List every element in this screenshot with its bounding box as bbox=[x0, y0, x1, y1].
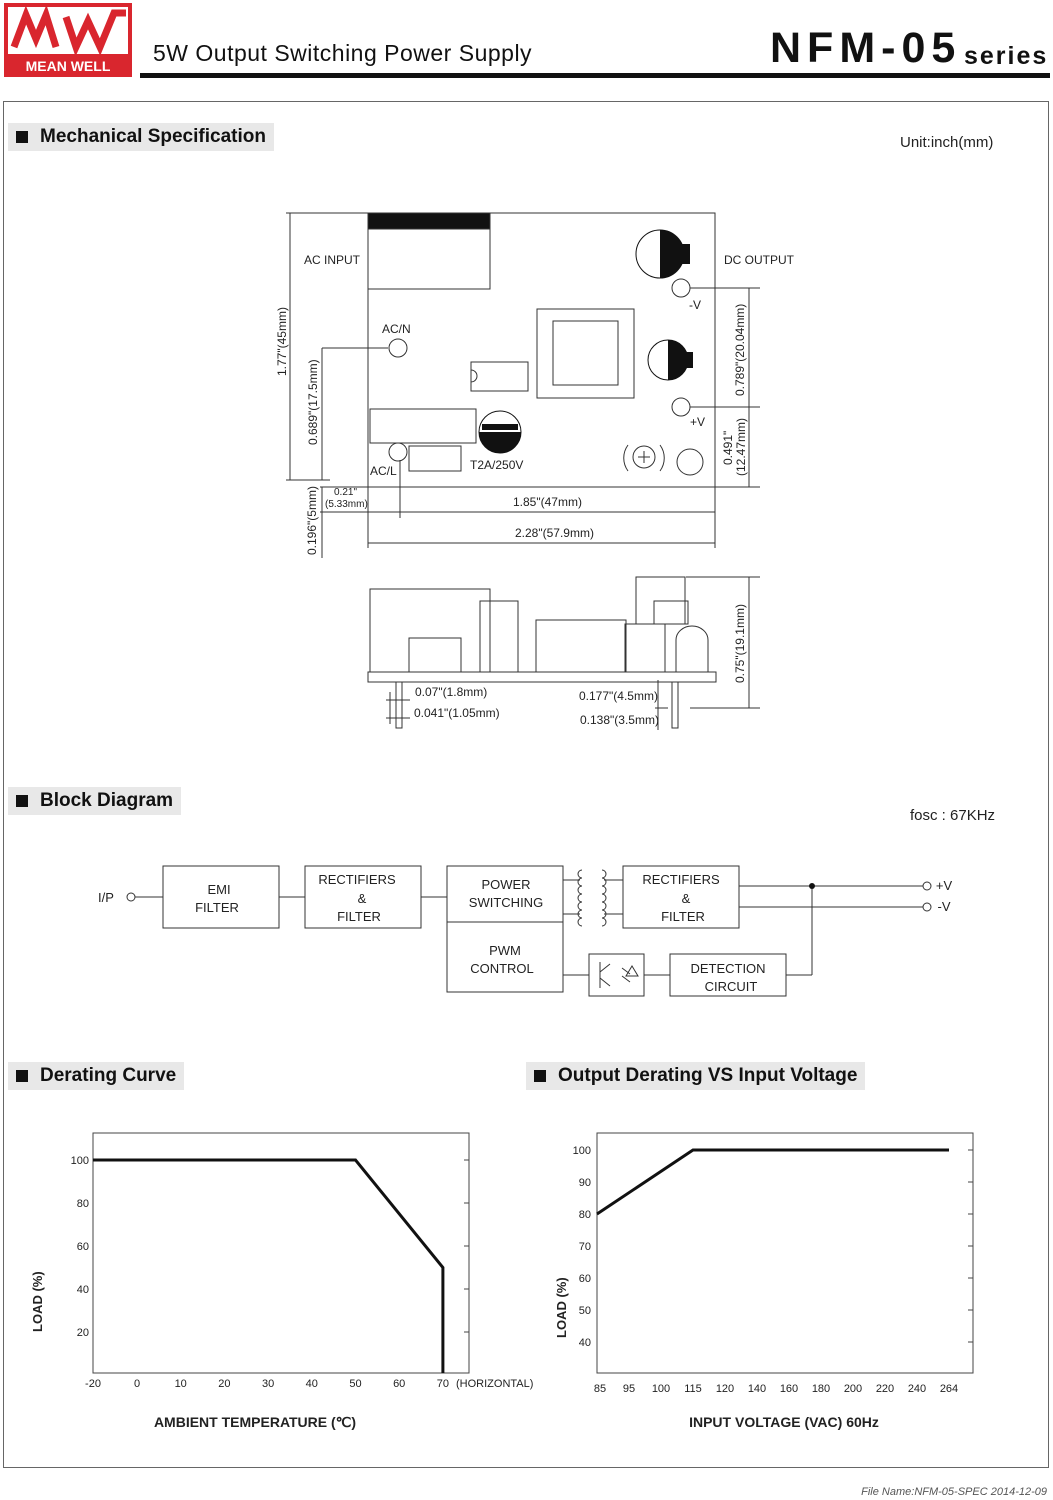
ac-n-pin bbox=[389, 339, 407, 357]
charts bbox=[0, 1120, 1053, 1450]
ac-l-label: AC/L bbox=[370, 464, 397, 478]
y-tick-label: 40 bbox=[76, 1284, 89, 1296]
rect2-line1: RECTIFIERS bbox=[642, 872, 720, 887]
ac-n-label: AC/N bbox=[382, 322, 411, 336]
x-tick-label: -20 bbox=[85, 1378, 101, 1390]
derating-plot-area bbox=[93, 1133, 469, 1373]
input-capacitor bbox=[479, 411, 521, 453]
fuse-label: T2A/250V bbox=[470, 458, 524, 472]
x-tick-label: 200 bbox=[843, 1383, 863, 1395]
x-tick-label: 10 bbox=[174, 1378, 187, 1390]
y-tick-label: 60 bbox=[578, 1273, 591, 1285]
output-cap-circle bbox=[677, 449, 703, 475]
x-tick-note: (HORIZONTAL) bbox=[456, 1378, 534, 1390]
block-section-title bbox=[8, 787, 181, 815]
emi-filter-block bbox=[163, 866, 279, 928]
ac-input-bar bbox=[368, 213, 490, 229]
x-tick-label: 95 bbox=[622, 1383, 636, 1395]
x-tick-label: 100 bbox=[651, 1383, 671, 1395]
y-tick-label: 40 bbox=[578, 1337, 591, 1349]
transformer-inner bbox=[553, 321, 618, 385]
emi-line2: FILTER bbox=[195, 900, 239, 915]
rect1-line2: & bbox=[357, 891, 367, 906]
transformer-primary-icon bbox=[578, 870, 582, 926]
output-capacitor-2 bbox=[648, 340, 693, 380]
dim-pin-dia: 0.041"(1.05mm) bbox=[414, 706, 500, 720]
x-tick-label: 140 bbox=[747, 1383, 767, 1395]
series-label: series bbox=[964, 42, 1049, 70]
input-derating-title-text: Output Derating VS Input Voltage bbox=[558, 1065, 858, 1086]
page-subtitle: 5W Output Switching Power Supply bbox=[153, 40, 533, 66]
rect1-line3: FILTER bbox=[337, 909, 381, 924]
transformer-secondary-icon bbox=[602, 870, 606, 926]
block-title-text: Block Diagram bbox=[40, 790, 174, 811]
dim-acl-a: 0.21" bbox=[334, 487, 358, 498]
x-tick-label: 20 bbox=[218, 1378, 231, 1390]
bullet-square-icon bbox=[534, 1070, 546, 1082]
emi-line1: EMI bbox=[207, 882, 231, 897]
x-tick-label: 180 bbox=[811, 1383, 831, 1395]
x-tick-label: 85 bbox=[593, 1383, 607, 1395]
out-neg-label: -V bbox=[937, 899, 951, 914]
input-derating-ylabel: LOAD (%) bbox=[554, 1277, 569, 1338]
x-tick-label: 30 bbox=[261, 1378, 275, 1390]
dc-output-label: DC OUTPUT bbox=[724, 253, 794, 267]
y-tick-label: 50 bbox=[578, 1305, 591, 1317]
ac-l-pin bbox=[389, 443, 407, 461]
side-ac-connector bbox=[370, 589, 490, 672]
pwm-line2: CONTROL bbox=[470, 961, 534, 976]
fosc-note: fosc : 67KHz bbox=[910, 807, 996, 824]
unit-note: Unit:inch(mm) bbox=[900, 134, 994, 151]
x-tick-label: 115 bbox=[684, 1383, 702, 1395]
dim-pos-a: 0.491" bbox=[721, 430, 735, 465]
input-derating-xlabel: INPUT VOLTAGE (VAC) 60Hz bbox=[689, 1414, 879, 1430]
y-tick-label: 100 bbox=[70, 1155, 89, 1167]
y-tick-label: 80 bbox=[76, 1198, 89, 1210]
dim-height: 1.77"(45mm) bbox=[275, 307, 289, 376]
det-line1: DETECTION bbox=[690, 961, 766, 976]
pos-v-pin bbox=[672, 398, 690, 416]
rect2-line3: FILTER bbox=[661, 909, 705, 924]
dim-acn: 0.689"(17.5mm) bbox=[306, 359, 320, 445]
psw-line1: POWER bbox=[481, 877, 531, 892]
x-tick-label: 240 bbox=[907, 1383, 927, 1395]
x-tick-label: 220 bbox=[875, 1383, 895, 1395]
x-tick-label: 0 bbox=[133, 1378, 141, 1390]
derating-section-title bbox=[8, 1062, 184, 1090]
model-name: NFM-05 bbox=[770, 24, 962, 72]
derating-series-line bbox=[93, 1160, 443, 1373]
file-footer: File Name:NFM-05-SPEC 2014-12-09 bbox=[861, 1486, 1047, 1498]
y-tick-label: 60 bbox=[76, 1241, 89, 1253]
dim-out-pin: 0.138"(3.5mm) bbox=[580, 713, 659, 727]
derating-xlabel: AMBIENT TEMPERATURE (℃) bbox=[153, 1414, 357, 1430]
ic-component bbox=[471, 362, 528, 391]
psw-line2: SWITCHING bbox=[468, 895, 544, 910]
x-tick-label: 70 bbox=[436, 1378, 450, 1390]
dim-bottom: 0.196"(5mm) bbox=[305, 486, 319, 555]
y-tick-label: 90 bbox=[578, 1177, 591, 1189]
optocoupler-icon bbox=[589, 954, 644, 996]
derating-title-text: Derating Curve bbox=[40, 1065, 177, 1086]
y-tick-label: 80 bbox=[578, 1209, 591, 1221]
dim-out-len: 0.177"(4.5mm) bbox=[579, 689, 658, 703]
fuse-component bbox=[409, 446, 461, 471]
mechanical-title-text: Mechanical Specification bbox=[40, 126, 266, 147]
pos-v-label: +V bbox=[690, 415, 706, 429]
x-tick-label: 264 bbox=[939, 1383, 959, 1395]
dim-side-height: 0.75"(19.1mm) bbox=[733, 604, 747, 683]
dim-width: 2.28"(57.9mm) bbox=[515, 526, 594, 540]
x-tick-label: 160 bbox=[779, 1383, 799, 1395]
dim-pos-b: (12.47mm) bbox=[734, 417, 748, 476]
filter-component bbox=[370, 409, 476, 443]
bullet-square-icon bbox=[16, 795, 28, 807]
rect2-line2: & bbox=[681, 891, 691, 906]
input-derating-series-line bbox=[597, 1150, 949, 1214]
x-tick-label: 120 bbox=[715, 1383, 735, 1395]
neg-v-pin bbox=[672, 279, 690, 297]
det-line2: CIRCUIT bbox=[704, 979, 758, 994]
x-tick-label: 60 bbox=[393, 1378, 406, 1390]
neg-v-label: -V bbox=[689, 298, 701, 312]
x-tick-label: 50 bbox=[349, 1378, 362, 1390]
output-capacitor-1 bbox=[636, 230, 690, 278]
dim-neg: 0.789"(20.04mm) bbox=[733, 303, 747, 396]
pwm-line1: PWM bbox=[489, 943, 521, 958]
y-tick-label: 70 bbox=[578, 1241, 591, 1253]
derating-ylabel: LOAD (%) bbox=[30, 1271, 45, 1332]
y-tick-label: 20 bbox=[76, 1327, 89, 1339]
ip-label: I/P bbox=[98, 890, 114, 905]
rect1-line1: RECTIFIERS bbox=[318, 872, 396, 887]
dim-acl-b: (5.33mm) bbox=[325, 499, 368, 510]
x-tick-label: 40 bbox=[305, 1378, 318, 1390]
ac-input-label: AC INPUT bbox=[304, 253, 361, 267]
dim-pin-len: 0.07"(1.8mm) bbox=[415, 685, 488, 699]
side-pcb bbox=[368, 672, 716, 682]
input-derating-section-title bbox=[526, 1062, 865, 1090]
input-derating-plot-area bbox=[597, 1133, 973, 1373]
logo-text: MEAN WELL bbox=[25, 58, 111, 74]
block-diagram bbox=[0, 840, 1053, 1010]
dim-pitch: 1.85"(47mm) bbox=[513, 495, 582, 509]
bullet-square-icon bbox=[16, 1070, 28, 1082]
out-pos-label: +V bbox=[935, 878, 953, 893]
y-tick-label: 100 bbox=[572, 1145, 591, 1157]
